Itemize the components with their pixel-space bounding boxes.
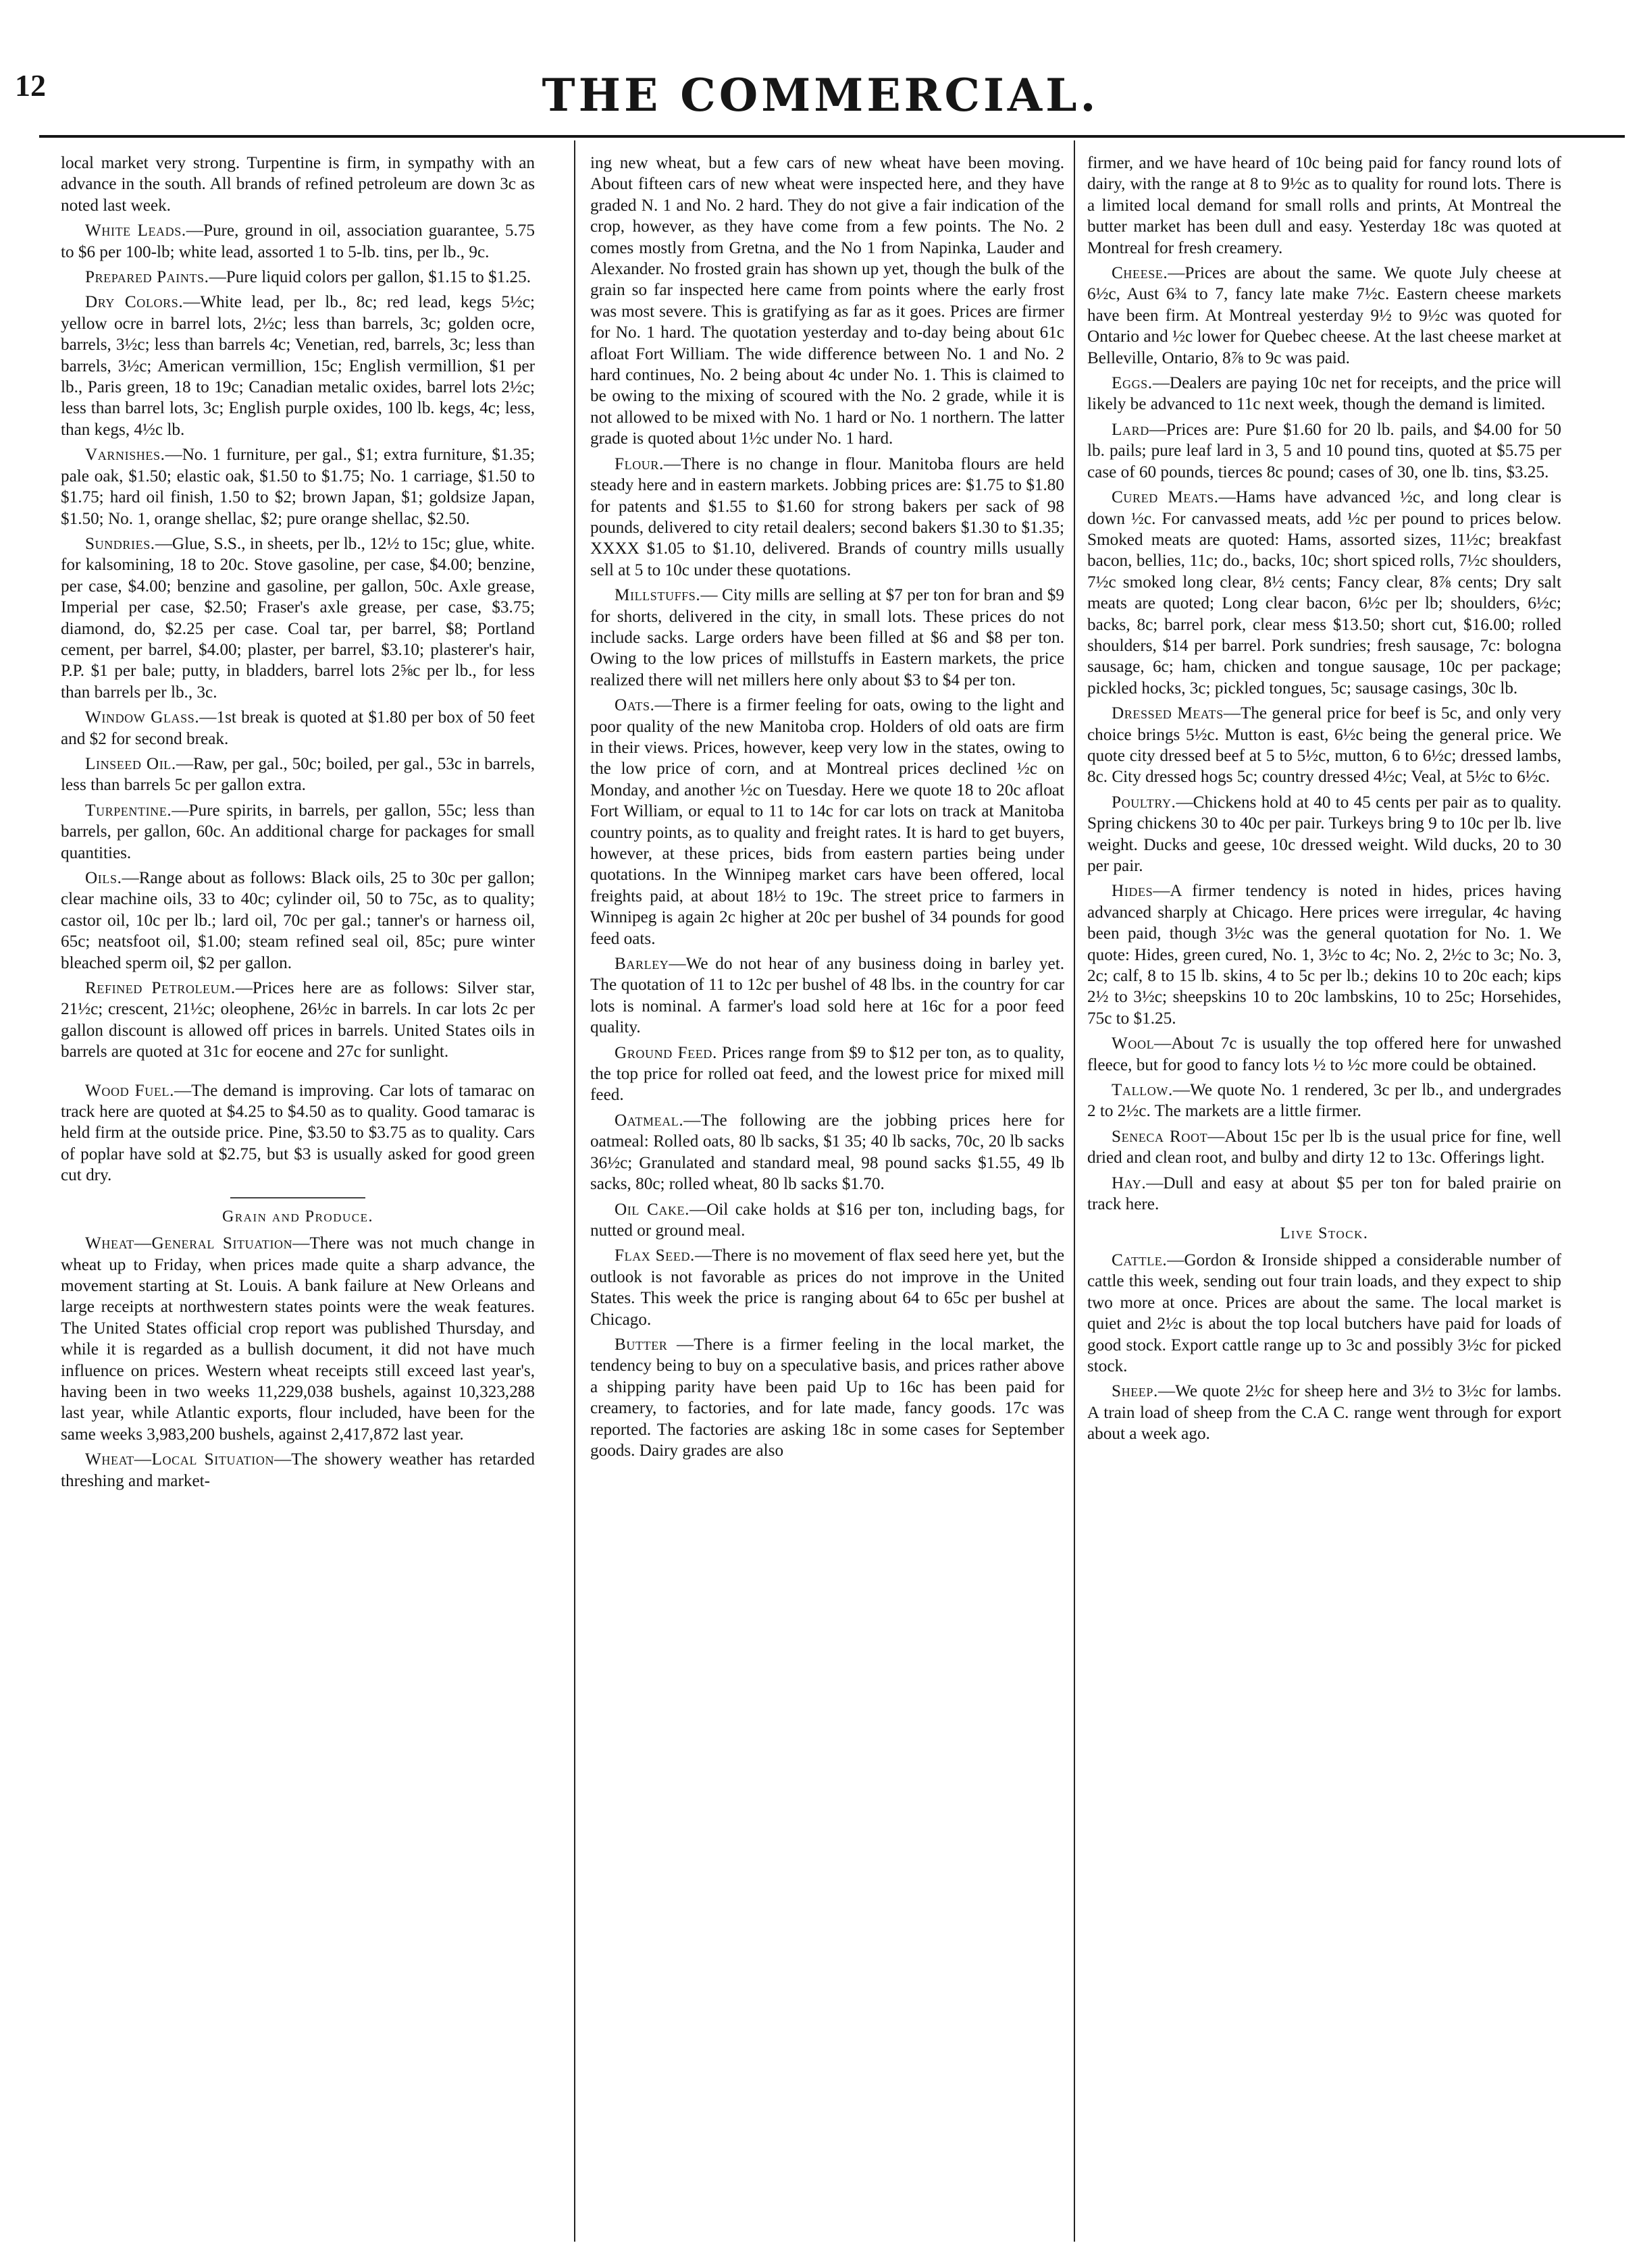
item-lead: Poultry. bbox=[1112, 793, 1176, 812]
page-header bbox=[0, 0, 1641, 135]
market-item-lard bbox=[1087, 419, 1561, 483]
item-lead: Cured Meats. bbox=[1112, 488, 1219, 507]
market-item-dressed-meats bbox=[1087, 703, 1561, 788]
market-item-oats bbox=[590, 695, 1064, 949]
item-body: —We quote No. 1 rendered, 3c per lb., and undergrades 2 to 2½c. The markets are a little firmer. bbox=[1087, 1081, 1561, 1121]
item-body: —Prices here are as follows: Silver star, 21½c; crescent, 21½c; oleophene, 26½c in barrels. In car lots 2c per gallon discount is allowed off prices in barrels. United States oils in barrels are quoted at 31c for eocene and 27c for sunlight. bbox=[61, 979, 535, 1061]
market-item-wheat-general bbox=[61, 1233, 535, 1445]
item-body: —About 15c per lb is the usual price for fine, well dried and clean root, and bulby and dirty 12 to 13c. Offerings light. bbox=[1087, 1127, 1561, 1167]
item-lead: Oil Cake. bbox=[615, 1200, 690, 1219]
item-lead: Seneca Root bbox=[1112, 1127, 1208, 1146]
market-item-white-leads bbox=[61, 220, 535, 263]
article-paragraph: ing new wheat, but a few cars of new wheat have been moving. About fifteen cars of new wheat were inspected here, and they have graded N. 1 and No. 2 hard. They do not give a fair indication of the crop, however, as they have come from a few points. The No. 2 comes mostly from Gretna, and the No 1 from Napinka, Lauder and Alexander. No frosted grain has shown up yet, though the bulk of the grain so far inspected here came from points where the early frost was most severe. This is gratifying as far as it goes. Prices are firmer for No. 1 hard. The quotation yesterday and to-day being about 61c afloat Fort William. The wide difference between No. 1 and No. 2 hard continues, No. 2 being about 4c under No. 1. This is claimed to be owing to the mixing of scoured with the No. 2 grade, while it is not allowed to be mixed with No. 1 hard or No. 1 northern. The latter grade is quoted about 1½c under No. 1 hard. bbox=[590, 154, 1064, 448]
column-divider bbox=[574, 140, 575, 2242]
item-lead: Barley bbox=[615, 955, 669, 974]
market-item-linseed-oil bbox=[61, 754, 535, 796]
item-lead: Oats. bbox=[615, 696, 655, 715]
column-3 bbox=[1087, 153, 1561, 2229]
item-lead: Eggs. bbox=[1112, 374, 1153, 393]
market-item-wood-fuel bbox=[61, 1080, 535, 1186]
market-item-ground-feed bbox=[590, 1043, 1064, 1106]
item-lead: Cheese. bbox=[1112, 264, 1168, 283]
market-item-hides bbox=[1087, 880, 1561, 1029]
item-lead: Butter bbox=[615, 1335, 668, 1354]
article-paragraph: firmer, and we have heard of 10c being paid for fancy round lots of dairy, with the range at 8 to 9½c as to quality for round lots. There is a limited local demand for small rolls and prints, At Montreal the butter market has been dull and easy. Yesterday 18c was quoted at Montreal for fresh creamery. bbox=[1087, 154, 1561, 257]
market-item-eggs bbox=[1087, 373, 1561, 415]
item-lead: Prepared Paints. bbox=[85, 268, 209, 287]
item-body: Prices range from $9 to $12 per ton, as to quality, the top price for rolled oat feed, and the lowest price for mixed mill feed. bbox=[590, 1043, 1064, 1105]
market-item-prepared-paints bbox=[61, 267, 535, 288]
market-item-cured-meats bbox=[1087, 487, 1561, 699]
item-body: —About 7c is usually the top offered here for unwashed fleece, but for good to fancy lots ½ to ½c more could be obtained. bbox=[1087, 1034, 1561, 1074]
item-body: —The showery weather has retarded threshing and market- bbox=[61, 1450, 535, 1490]
column-2 bbox=[590, 153, 1064, 2229]
item-lead: Wool bbox=[1112, 1034, 1155, 1053]
item-body: —There is no change in flour. Manitoba flours are held steady here and in eastern markets. Jobbing prices are: $1.75 to $1.80 for patents and $1.55 to $1.60 for strong bakers per sack of 98 pounds, delivered to city retail dealers; second bakers $1.30 to $1.35; XXXX $1.05 to $1.10, delivered. Brands of country mills usually sell at 5 to 10c under these quotations. bbox=[590, 454, 1064, 579]
item-lead: Lard bbox=[1112, 420, 1149, 439]
market-item-varnishes bbox=[61, 444, 535, 529]
column-divider bbox=[1074, 140, 1075, 2242]
item-body: —We quote 2½c for sheep here and 3½ to 3½c for lambs. A train load of sheep from the C.A C. range went through for export about a week ago. bbox=[1087, 1382, 1561, 1444]
item-body: —Dull and easy at about $5 per ton for baled prairie on track here. bbox=[1087, 1173, 1561, 1214]
item-body: —Chickens hold at 40 to 45 cents per pair as to quality. Spring chickens 30 to 40c per pair. Turkeys bring 9 to 10c per lb. live weight. Ducks and geese, 10c dressed weight. Wild ducks, 20 to 30 per pair. bbox=[1087, 793, 1561, 875]
item-lead: Window Glass. bbox=[85, 708, 200, 727]
item-lead: Flour. bbox=[615, 454, 664, 473]
market-item-turpentine bbox=[61, 800, 535, 864]
item-lead: Wheat—General Situation bbox=[85, 1234, 293, 1253]
market-item-cheese bbox=[1087, 263, 1561, 369]
item-lead: Tallow. bbox=[1112, 1081, 1173, 1100]
item-body: —Prices are: Pure $1.60 for 20 lb. pails, and $4.00 for 50 lb. pails; pure leaf lard in 3, 5 and 10 pound tins, quoted at $5.75 per case of 60 pounds, tierces 8c pound; cases of 30, one lb. tins, $3.25. bbox=[1087, 420, 1561, 481]
market-item-sheep bbox=[1087, 1381, 1561, 1444]
item-lead: Hay. bbox=[1112, 1173, 1147, 1192]
market-item-poultry bbox=[1087, 792, 1561, 877]
section-heading-live-stock: Live Stock. bbox=[1280, 1224, 1369, 1242]
item-lead: Flax Seed. bbox=[615, 1246, 695, 1265]
item-body: —Raw, per gal., 50c; boiled, per gal., 53c in barrels, less than barrels 5c per gallon extra. bbox=[61, 754, 535, 795]
market-item-millstuffs bbox=[590, 585, 1064, 691]
item-body: —Pure spirits, in barrels, per gallon, 55c; less than barrels, per gallon, 60c. An additional charge for packages for small quantities. bbox=[61, 801, 535, 862]
market-item-oil-cake bbox=[590, 1199, 1064, 1242]
item-body: —Oil cake holds at $16 per ton, including bags, for nutted or ground meal. bbox=[590, 1200, 1064, 1240]
market-item-flax-seed bbox=[590, 1245, 1064, 1330]
market-item-refined-petroleum bbox=[61, 978, 535, 1063]
market-item-oatmeal bbox=[590, 1110, 1064, 1195]
item-lead: Cattle. bbox=[1112, 1250, 1168, 1269]
market-item-wheat-local bbox=[61, 1449, 535, 1492]
item-lead: Hides bbox=[1112, 882, 1153, 901]
market-item-cattle bbox=[1087, 1250, 1561, 1377]
item-lead: Ground Feed. bbox=[615, 1043, 717, 1062]
market-item-oils bbox=[61, 868, 535, 974]
item-lead: Oils. bbox=[85, 869, 122, 887]
article-paragraph: local market very strong. Turpentine is firm, in sympathy with an advance in the south. All brands of refined petroleum are down 3c as noted last week. bbox=[61, 154, 535, 215]
section-divider bbox=[230, 1197, 365, 1198]
market-item-butter bbox=[590, 1334, 1064, 1461]
item-lead: Refined Petroleum. bbox=[85, 979, 236, 998]
item-body: —A firmer tendency is noted in hides, prices having advanced sharply at Chicago. Here prices were irregular, 4c having been paid, though 3½c was the general quotation for No. 1. We quote: Hides, green cured, No. 1, 3½c to 4c; No. 2, 2½c to 3c; No. 3, 2c; calf, 8 to 15 lb. skins, 4 to 5c per lb.; dekins 10 to 20c each; kips 2½ to 3½c; sheepskins 10 to 20c lambskins, 10 to 25c; Horsehides, 75c to $1.25. bbox=[1087, 882, 1561, 1028]
item-body: —There is a firmer feeling for oats, owing to the light and poor quality of the new Manitoba crop. Holders of old oats are firm in their views. Prices, however, keep very low in the states, owing to the low price of corn, and at Montreal prices declined ½c on Monday, and another ½c on Tuesday. Here we quote 18 to 20c afloat Fort William, or equal to 11 to 14c for car lots on track at Manitoba country points, as to quality and freight rates. It is hard to get buyers, however, at these prices, bids from eastern parties being under quotations. In the Winnipeg market cars have been offered, local freights paid, at about 18½ to 19c. The street price to farmers in Winnipeg is again 2c higher at 20c per bushel of 34 pounds for good feed oats. bbox=[590, 696, 1064, 948]
item-body: —Dealers are paying 10c net for receipts, and the price will likely be advanced to 11c next week, though the demand is limited. bbox=[1087, 374, 1561, 414]
item-body: —There was not much change in wheat up to Friday, when prices made quite a sharp advance, the movement starting at St. Louis. A bank failure at New Orleans and large receipts at northwestern states points were the weak features. The United States official crop report was published Thursday, and while it is regarded as a bullish document, it did not have much influence on prices. Western wheat receipts still exceed last year's, having been in two weeks 11,229,038 bushels, against 10,323,288 last year, while Atlantic exports, flour included, have been for the same weeks 3,983,200 bushels, against 2,417,872 last year. bbox=[61, 1234, 535, 1444]
section-heading-grain-and-produce: Grain and Produce. bbox=[222, 1207, 373, 1225]
item-body: —There is a firmer feeling in the local market, the tendency being to buy on a speculative basis, and prices rather above a shipping parity have been paid Up to 16c has been paid for creamery, to factories, and for late made, fancy goods. 17c was reported. The factories are asking 18c in some cases for September goods. Dairy grades are also bbox=[590, 1335, 1064, 1460]
item-lead: Linseed Oil. bbox=[85, 754, 176, 773]
item-body: —The following are the jobbing prices here for oatmeal: Rolled oats, 80 lb sacks, $1 35; 40 lb sacks, 70c, 20 lb sacks 36½c; Granulated and standard meal, 98 pound sacks $1.55, 49 lb sacks, 80c; rolled wheat, 80 lb sacks $1.70. bbox=[590, 1111, 1064, 1194]
item-body: —Glue, S.S., in sheets, per lb., 12½ to 15c; glue, white. for kalsomining, 18 to 20c. Stove gasoline, per case, $4.00; benzine, per case, $4.00; benzine and gasoline, per gallon, 50c. Axle grease, Imperial per case, $2.50; Fraser's axle grease, per case, $3.75; diamond, do, $2.25 per case. Coal tar, per barrel, $8; Portland cement, per barrel, $4.00; plaster, per barrel, $3.10; plasterer's hair, P.P. $1 per bale; putty, in bladders, barrel lots 2⅝c per lb., for less than barrels per lb., 3c. bbox=[61, 534, 535, 702]
item-body: —We do not hear of any business doing in barley yet. The quotation of 11 to 12c per bushel of 48 lbs. in the country for car lots is nominal. A farmer's load sold here at 16c for a poor feed quality. bbox=[590, 955, 1064, 1037]
item-body: —Pure, ground in oil, association guarantee, 5.75 to $6 per 100-lb; white lead, assorted 1 to 5-lb. tins, per lb., 9c. bbox=[61, 221, 535, 261]
item-lead: Dry Colors. bbox=[85, 293, 184, 312]
masthead-title: THE COMMERCIAL. bbox=[542, 69, 1099, 122]
item-body: — City mills are selling at $7 per ton for bran and $9 for shorts, delivered in the city, in small lots. These prices do not include sacks. Large orders have been filled at $6 and $8 per ton. Owing to the low prices of millstuffs in Eastern markets, the price realized there will net millers here only about $3 to $4 per ton. bbox=[590, 586, 1064, 689]
item-lead: White Leads. bbox=[85, 221, 186, 240]
item-lead: Millstuffs. bbox=[615, 586, 701, 605]
item-body: —Range about as follows: Black oils, 25 to 30c per gallon; clear machine oils, 33 to 40c; cylinder oil, 50 to 75c, as to quality; castor oil, 10c per lb.; lard oil, 70c per gal.; tanner's or harness oil, 65c; neatsfoot oil, $1.00; steam refined seal oil, 85c; pure winter bleached sperm oil, $2 per gallon. bbox=[61, 869, 535, 972]
item-lead: Sundries. bbox=[85, 534, 155, 553]
market-item-dry-colors bbox=[61, 292, 535, 440]
market-item-wool bbox=[1087, 1033, 1561, 1076]
market-item-hay bbox=[1087, 1173, 1561, 1215]
item-lead: Varnishes. bbox=[85, 446, 165, 465]
market-item-seneca-root bbox=[1087, 1126, 1561, 1169]
item-body: —The general price for beef is 5c, and only very choice brings 5½c. Mutton is east, 6½c being the general price. We quote city dressed beef at 5 to 5½c, mutton, 6 to 6½c; dressed lambs, 8c. City dressed hogs 5c; country dressed 4½c; Veal, at 5½c to 6½c. bbox=[1087, 704, 1561, 787]
market-item-flour bbox=[590, 454, 1064, 581]
item-lead: Turpentine. bbox=[85, 801, 172, 820]
header-rule bbox=[39, 135, 1625, 138]
item-lead: Dressed Meats bbox=[1112, 704, 1224, 723]
item-body: —The demand is improving. Car lots of tamarac on track here are quoted at $4.25 to $4.50 as to quality. Good tamarac is held firm at the outside price. Pine, $3.50 to $3.75 as to quality. Cars of poplar have sold at $2.75, but $3 is usually asked for good green cut dry. bbox=[61, 1081, 535, 1185]
market-item-tallow bbox=[1087, 1080, 1561, 1122]
item-body: —No. 1 furniture, per gal., $1; extra furniture, $1.35; pale oak, $1.50; elastic oak, $1.50 to $1.75; No. 1 carriage, $1.50 to $1.75; hard oil finish, 1.50 to $2; brown Japan, $1; goldsize Japan, $1.50; No. 1, orange shellac, $2; pure orange shellac, $2.50. bbox=[61, 446, 535, 528]
item-body: —There is no movement of flax seed here yet, but the outlook is not favorable as prices do not improve in the United States. This week the price is ranging about 64 to 65c per bushel at Chicago. bbox=[590, 1246, 1064, 1329]
item-lead: Sheep. bbox=[1112, 1382, 1158, 1401]
item-lead: Wheat—Local Situation bbox=[85, 1450, 275, 1469]
item-lead: Oatmeal. bbox=[615, 1111, 684, 1130]
item-body: —Hams have advanced ½c, and long clear is down ½c. For canvassed meats, add ½c per pound to prices below. Smoked meats are quoted: Hams, assorted sizes, 11½c; breakfast bacon, bellies, 11c; do., backs, 10c; short spiced rolls, 7½c shoulders, 7½c smoked long clear, 8½ cents; Fancy clear, 8⅞ cents; Dry salt meats are quoted; Long clear bacon, 6½c per lb; shoulders, 6½c; backs, 8c; barrel pork, clear mess $13.50; short cut, $16.00; rolled shoulders, $14 per barrel. Pork sundries; fresh sausage, 7c: bologna sausage, 6c; ham, chicken and tongue sausage, 10c per package; pickled hocks, 3c; pickled tongues, 5c; sausage casings, 30c lb. bbox=[1087, 488, 1561, 697]
item-body: —White lead, per lb., 8c; red lead, kegs 5½c; yellow ocre in barrel lots, 2½c; less than barrels, 3c; golden ocre, barrels, 3½c; less than barrels 4c; Venetian, red, barrels, 3c; less than barrels, 3½c; American vermillion, 15c; English vermillion, $1 per lb., Paris green, 18 to 19c; Canadian metalic oxides, barrel lots 2½c; less than barrel lots, 3c; English purple oxides, 100 lb. kegs, 4c; less, than kegs, 4½c lb. bbox=[61, 293, 535, 439]
market-item-sundries bbox=[61, 533, 535, 703]
item-lead: Wood Fuel. bbox=[85, 1081, 174, 1100]
item-body: —Gordon & Ironside shipped a considerable number of cattle this week, sending out four train loads, and they expect to ship two more at once. Prices are about the same. The local market is quiet and 2½c is about the top local butchers have paid for loads of good stock. Export cattle range up to 3c and possibly 3½c for picked stock. bbox=[1087, 1250, 1561, 1375]
market-item-barley bbox=[590, 953, 1064, 1038]
item-body: —Pure liquid colors per gallon, $1.15 to $1.25. bbox=[209, 268, 531, 287]
page-number: 12 bbox=[15, 68, 46, 103]
market-item-window-glass bbox=[61, 707, 535, 749]
item-body: —1st break is quoted at $1.80 per box of 50 feet and $2 for second break. bbox=[61, 708, 535, 748]
column-1 bbox=[61, 153, 535, 2229]
item-body: —Prices are about the same. We quote July cheese at 6½c, Aust 6¾ to 7, fancy late make 7½c. Eastern cheese markets have been firm. At Montreal yesterday 9½ to 9½c was quoted for Ontario and ½c lower for Quebec cheese. At the last cheese market at Belleville, Ontario, 8⅞ to 9c was paid. bbox=[1087, 264, 1561, 367]
